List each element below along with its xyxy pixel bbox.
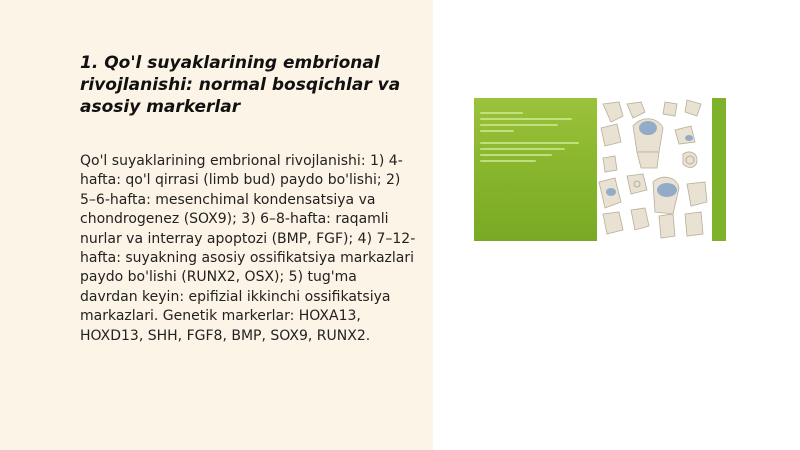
slide-body-text: Qo'l suyaklarining embrional rivojlanishi: 1) 4-hafta: qo'l qirrasi (limb bud) paydo bo'lishi; 2) 5–6-hafta: mesenchimal kondensatsiya va chondrogenez (SOX9); 3) 6–8-hafta: raqamli nurlar va interray apoptozi (BMP, FGF); 4) 7–12-hafta: suyakning asosiy ossifikatsiya markazlari paydo bo'lishi (RUNX2, OSX); 5) tug'ma davrdan keyin: epifizial ikkinchi ossifikatsiya markazlari. Genetik markerlar: HOXA13, HOXD13, SHH, FGF8, BMP, SOX9, RUNX2. [80, 153, 416, 344]
slide-thumbnail [474, 98, 726, 241]
thumbnail-green-panel [474, 98, 597, 241]
slide-title: 1. Qo'l suyaklarining embrional rivojlanishi: normal bosqichlar va asosiy markerlar [80, 53, 401, 117]
skeleton-joints-image [597, 98, 712, 241]
thumbnail-faint-text [480, 112, 592, 166]
thumbnail-green-bar [712, 98, 726, 241]
